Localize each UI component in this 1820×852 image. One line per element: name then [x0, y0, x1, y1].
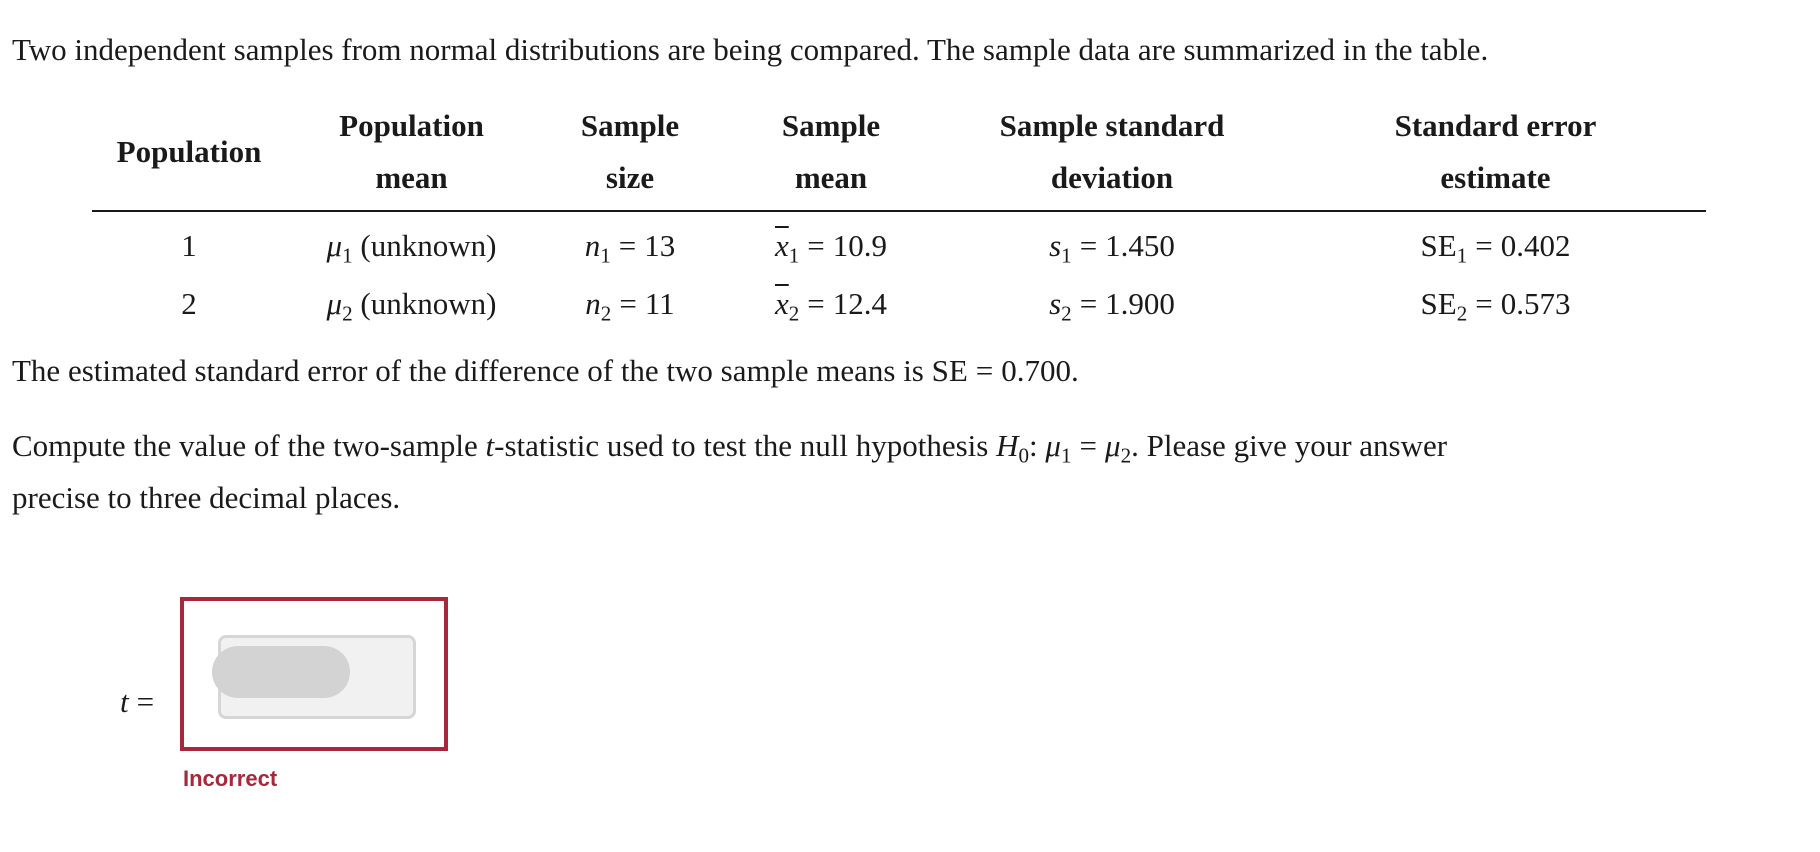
cell-sample-sd: $s_1 = 1.450$: [1049, 228, 1175, 268]
standard-error-text: The estimated standard error of the difference of the two sample means is SE = 0.700.: [12, 353, 1079, 388]
table-row: [92, 275, 1706, 333]
cell-population-mean: $\mu_1$ (unknown): [326, 228, 497, 268]
header-sample-mean: Sample mean: [723, 96, 939, 211]
cell-sample-size: $n_2 = 11$: [585, 286, 675, 326]
redacted-answer-mark: [212, 646, 350, 698]
cell-sample-mean: $\overline{x}_1 = 10.9$: [774, 228, 888, 268]
sample-summary-table: [92, 96, 1706, 333]
answer-label: t =: [120, 684, 155, 719]
header-sample-sd: Sample standard deviation: [939, 96, 1285, 211]
cell-population: 1: [181, 228, 197, 263]
header-sample-size: Sample size: [537, 96, 723, 211]
cell-standard-error: $SE_1 = 0.402$: [1420, 228, 1571, 268]
cell-population: 2: [181, 286, 197, 321]
cell-sample-sd: $s_2 = 1.900$: [1049, 286, 1175, 326]
incorrect-feedback: Incorrect: [183, 766, 278, 791]
header-population: Population: [92, 96, 286, 211]
cell-population-mean: $\mu_2$ (unknown): [326, 286, 497, 326]
intro-text: Two independent samples from normal distributions are being compared. The sample data are summarized in the table.: [12, 32, 1489, 67]
cell-sample-size: $n_1 = 13$: [584, 228, 676, 268]
question-text: Compute the value of the two-sample t-statistic used to test the null hypothesis $H_0$: $\mu_1 = \mu_2$. Please give your answer: [12, 428, 1448, 468]
table-header-row: [92, 96, 1706, 211]
cell-sample-mean: $\overline{x}_2 = 12.4$: [774, 286, 888, 326]
header-standard-error: Standard error estimate: [1285, 96, 1706, 211]
cell-standard-error: $SE_2 = 0.573$: [1420, 286, 1571, 326]
table-row: [92, 211, 1706, 275]
question-text-continued: precise to three decimal places.: [12, 480, 401, 515]
header-population-mean: Population mean: [286, 96, 537, 211]
answer-error-frame: [180, 597, 448, 751]
